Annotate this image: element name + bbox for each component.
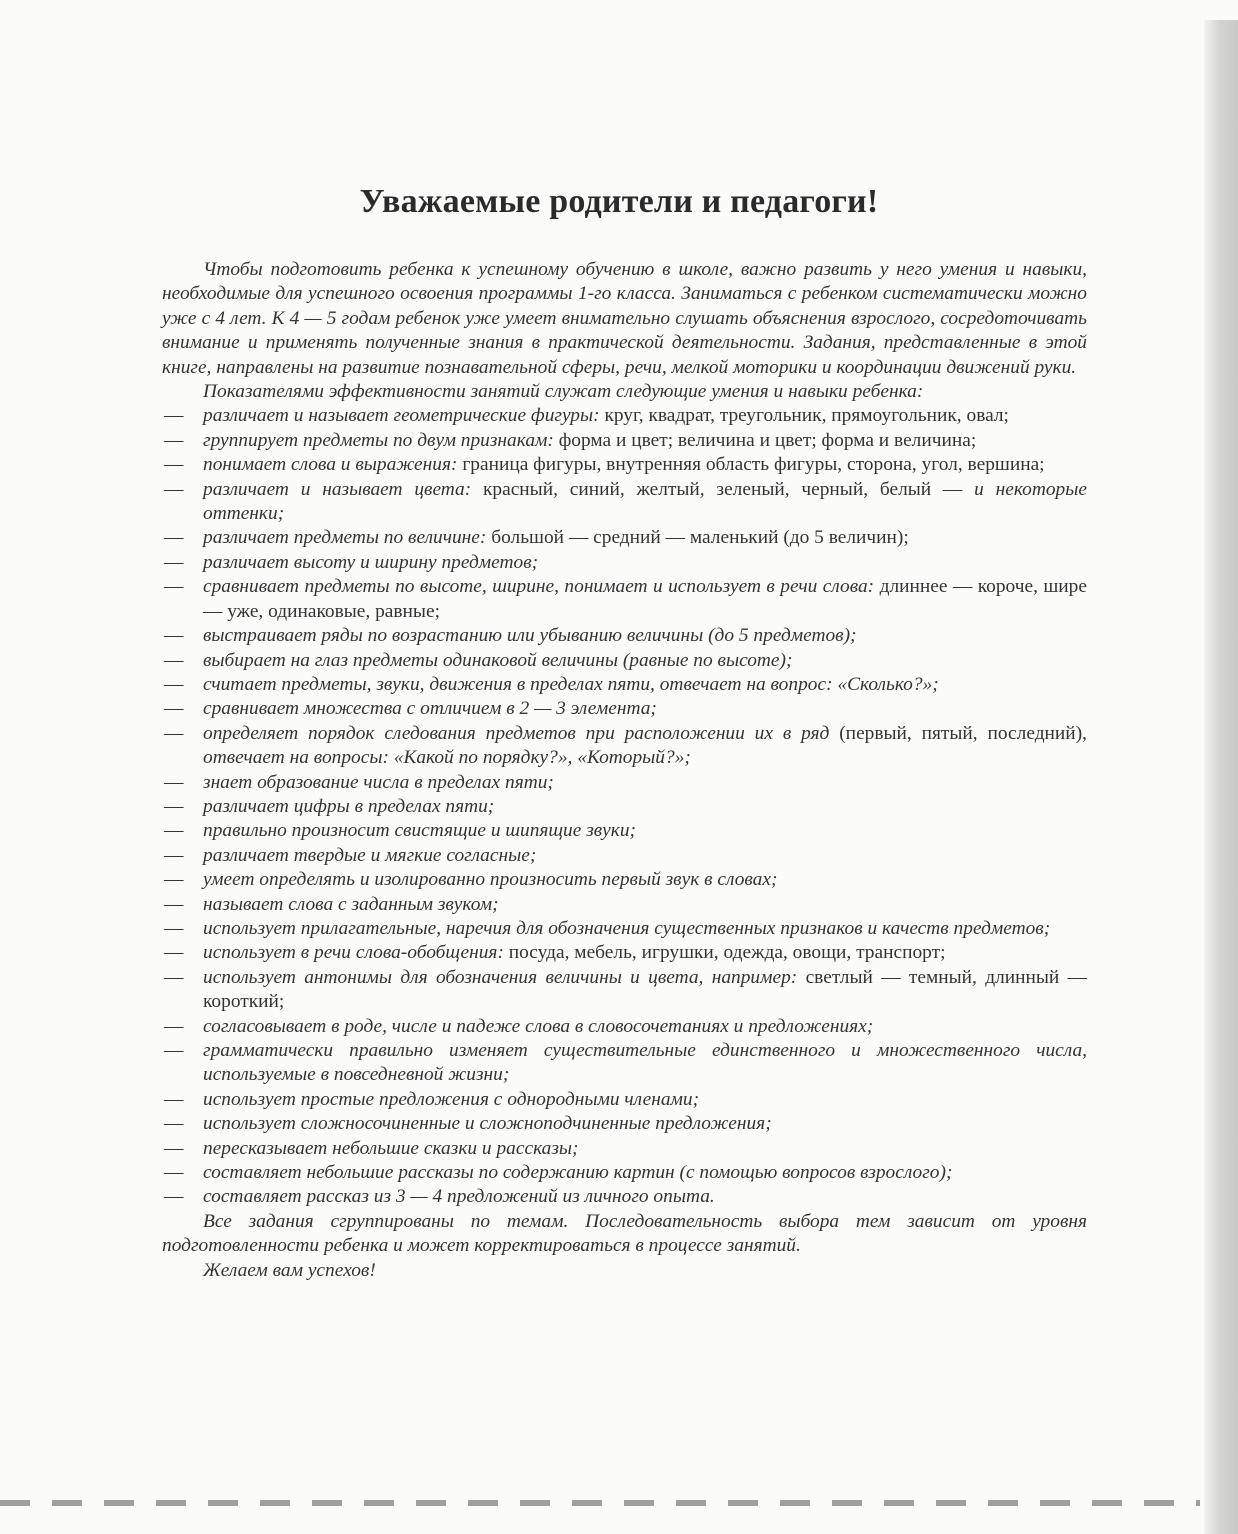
skill-normal-text: длиннее — короче, шире — уже, одинаковые, равные; [203, 576, 1087, 622]
skill-italic-text: составляет рассказ из 3 — 4 предложений из личного опыта. [203, 1186, 715, 1208]
skill-normal-text: форма и цвет; величина и цвет; форма и величина; [553, 429, 977, 451]
skill-italic-text: использует антонимы для обозначения величины и цвета, например: [203, 966, 798, 988]
list-item [162, 941, 1087, 965]
indicators-lead: Показателями эффективности занятий служат следующие умения и навыки ребенка: [203, 381, 924, 403]
list-item [162, 819, 1087, 843]
wish-line: Желаем вам успехов! [203, 1259, 376, 1281]
skill-normal-text: большой — средний — маленький (до 5 величин); [486, 527, 909, 549]
list-item [162, 1112, 1087, 1136]
list-dash: — [164, 942, 184, 964]
skill-italic-text: различает и называет геометрические фигуры: [203, 405, 600, 427]
list-dash: — [164, 673, 184, 695]
list-dash: — [164, 893, 184, 915]
skill-normal-text: посуда, мебель, игрушки, одежда, овощи, транспорт; [503, 942, 946, 964]
list-item [162, 795, 1087, 819]
skill-italic-text: составляет небольшие рассказы по содержанию картин (с помощью вопросов взрослого); [203, 1162, 953, 1184]
list-item [162, 771, 1087, 795]
skill-italic-text: использует в речи слова-обобщения: [203, 942, 504, 964]
list-dash: — [164, 429, 184, 451]
skill-italic-text: правильно произносит свистящие и шипящие звуки; [203, 820, 637, 842]
list-dash: — [164, 820, 184, 842]
list-dash: — [164, 1040, 184, 1061]
outro-paragraph: Все задания сгруппированы по темам. Последовательность выбора тем зависит от уровня подготовленности ребенка и может корректироваться в процессе занятий. [162, 1210, 1087, 1257]
skill-italic-text: считает предметы, звуки, движения в пределах пяти, отвечает на вопрос: «Сколько?»; [203, 673, 939, 695]
skill-italic-text: использует сложносочиненные и сложноподчиненные предложения; [203, 1113, 772, 1135]
skill-normal-text: (первый, пятый, последний), [829, 722, 1087, 744]
list-dash: — [164, 1113, 184, 1135]
list-item [162, 844, 1087, 868]
skill-italic-text: различает и называет цвета: [203, 478, 472, 500]
list-dash: — [164, 527, 184, 549]
skill-italic-text: сравнивает предметы по высоте, ширине, понимает и использует в речи слова: [203, 576, 875, 598]
list-dash: — [164, 966, 184, 988]
skill-italic-text: использует прилагательные, наречия для обозначения существенных признаков и качеств предметов; [203, 917, 1051, 939]
skill-italic-text: выбирает на глаз предметы одинаковой величины (равные по высоте); [203, 649, 793, 671]
skill-italic-text: сравнивает множества с отличием в 2 — 3 элемента; [203, 698, 657, 720]
skill-normal-text: красный, синий, желтый, зеленый, черный, белый — [471, 478, 975, 500]
list-dash: — [164, 576, 184, 598]
list-dash: — [164, 1186, 184, 1208]
list-dash: — [164, 478, 184, 500]
page-bottom-dashes [0, 1500, 1200, 1506]
page-edge-shadow [1204, 20, 1238, 1534]
list-item [162, 722, 1087, 771]
list-dash: — [164, 722, 184, 744]
list-item [162, 1185, 1087, 1209]
list-item [162, 624, 1087, 648]
intro-paragraph: Чтобы подготовить ребенка к успешному обучению в школе, важно развить у него умения и навыки, необходимые для успешного освоения программы 1-го класса. Заниматься с ребенком систематически можно уже с 4 лет. К 4 — 5 годам ребенок уже умеет внимательно слушать объяснения взрослого, сосредоточивать внимание и применять полученные знания в практической деятельности. Задания, представленные в этой книге, направлены на развитие познавательной сферы, речи, мелкой моторики и координации движений руки. [162, 259, 1087, 378]
list-item [162, 453, 1087, 477]
skill-italic-text: называет слова с заданным звуком; [203, 893, 499, 915]
list-item [162, 1161, 1087, 1185]
list-dash: — [164, 771, 184, 793]
list-item [162, 478, 1087, 527]
list-dash: — [164, 454, 184, 476]
skill-italic-text: согласовывает в роде, числе и падеже слова в словосочетаниях и предложениях; [203, 1015, 874, 1037]
list-item [162, 868, 1087, 892]
skill-italic-text: знает образование числа в пределах пяти; [203, 771, 554, 793]
list-item [162, 404, 1087, 428]
skill-normal-text: граница фигуры, внутренняя область фигуры, сторона, угол, вершина; [457, 454, 1045, 476]
list-dash: — [164, 869, 184, 891]
skill-normal-text: светлый — темный, длинный — короткий; [203, 966, 1087, 1013]
list-dash: — [164, 1137, 184, 1159]
skill-italic-text: различает цифры в пределах пяти; [203, 795, 495, 817]
skill-italic-text: различает твердые и мягкие согласные; [203, 844, 537, 866]
list-item [162, 893, 1087, 917]
skill-normal-text: круг, квадрат, треугольник, прямоугольник, овал; [599, 405, 1009, 427]
list-item [162, 526, 1087, 550]
list-item [162, 673, 1087, 697]
list-item [162, 1137, 1087, 1161]
list-item [162, 1039, 1087, 1088]
list-dash: — [164, 649, 184, 671]
list-item [162, 429, 1087, 453]
list-item [162, 917, 1087, 941]
skill-italic-text: умеет определять и изолированно произносить первый звук в словах; [203, 869, 778, 891]
skill-italic-text: различает высоту и ширину предметов; [203, 551, 539, 573]
list-dash: — [164, 1162, 184, 1184]
list-dash: — [164, 405, 184, 427]
list-item [162, 1088, 1087, 1112]
list-dash: — [164, 1088, 184, 1110]
skill-italic-text: выстраивает ряды по возрастанию или убыванию величины (до 5 предметов); [203, 625, 857, 647]
list-dash: — [164, 795, 184, 817]
skill-tail-text: и некоторые оттенки; [203, 478, 1087, 525]
list-dash: — [164, 1015, 184, 1037]
skill-italic-text: группирует предметы по двум признакам: [203, 429, 554, 451]
list-item [162, 575, 1087, 624]
page-content [162, 258, 1087, 1283]
skills-list [162, 404, 1087, 1209]
list-item [162, 649, 1087, 673]
list-dash: — [164, 551, 184, 573]
page-title: Уважаемые родители и педагоги! [359, 183, 879, 220]
skill-italic-text: пересказывает небольшие сказки и рассказы; [203, 1137, 579, 1159]
list-dash: — [164, 917, 184, 939]
skill-italic-text: грамматически правильно изменяет существительные единственного и множественного числа, используемые в повседневной жизни; [203, 1040, 1087, 1086]
skill-italic-text: понимает слова и выражения: [203, 454, 458, 476]
list-item [162, 1015, 1087, 1039]
skill-italic-text: использует простые предложения с однородными членами; [203, 1088, 700, 1110]
list-item [162, 551, 1087, 575]
list-dash: — [164, 698, 184, 720]
list-item [162, 697, 1087, 721]
list-item [162, 966, 1087, 1015]
list-dash: — [164, 844, 184, 866]
skill-italic-text: определяет порядок следования предметов при расположении их в ряд [203, 722, 830, 744]
skill-italic-text: различает предметы по величине: [203, 527, 487, 549]
skill-tail-text: отвечает на вопросы: «Какой по порядку?», «Который?»; [203, 747, 691, 769]
list-dash: — [164, 625, 184, 647]
